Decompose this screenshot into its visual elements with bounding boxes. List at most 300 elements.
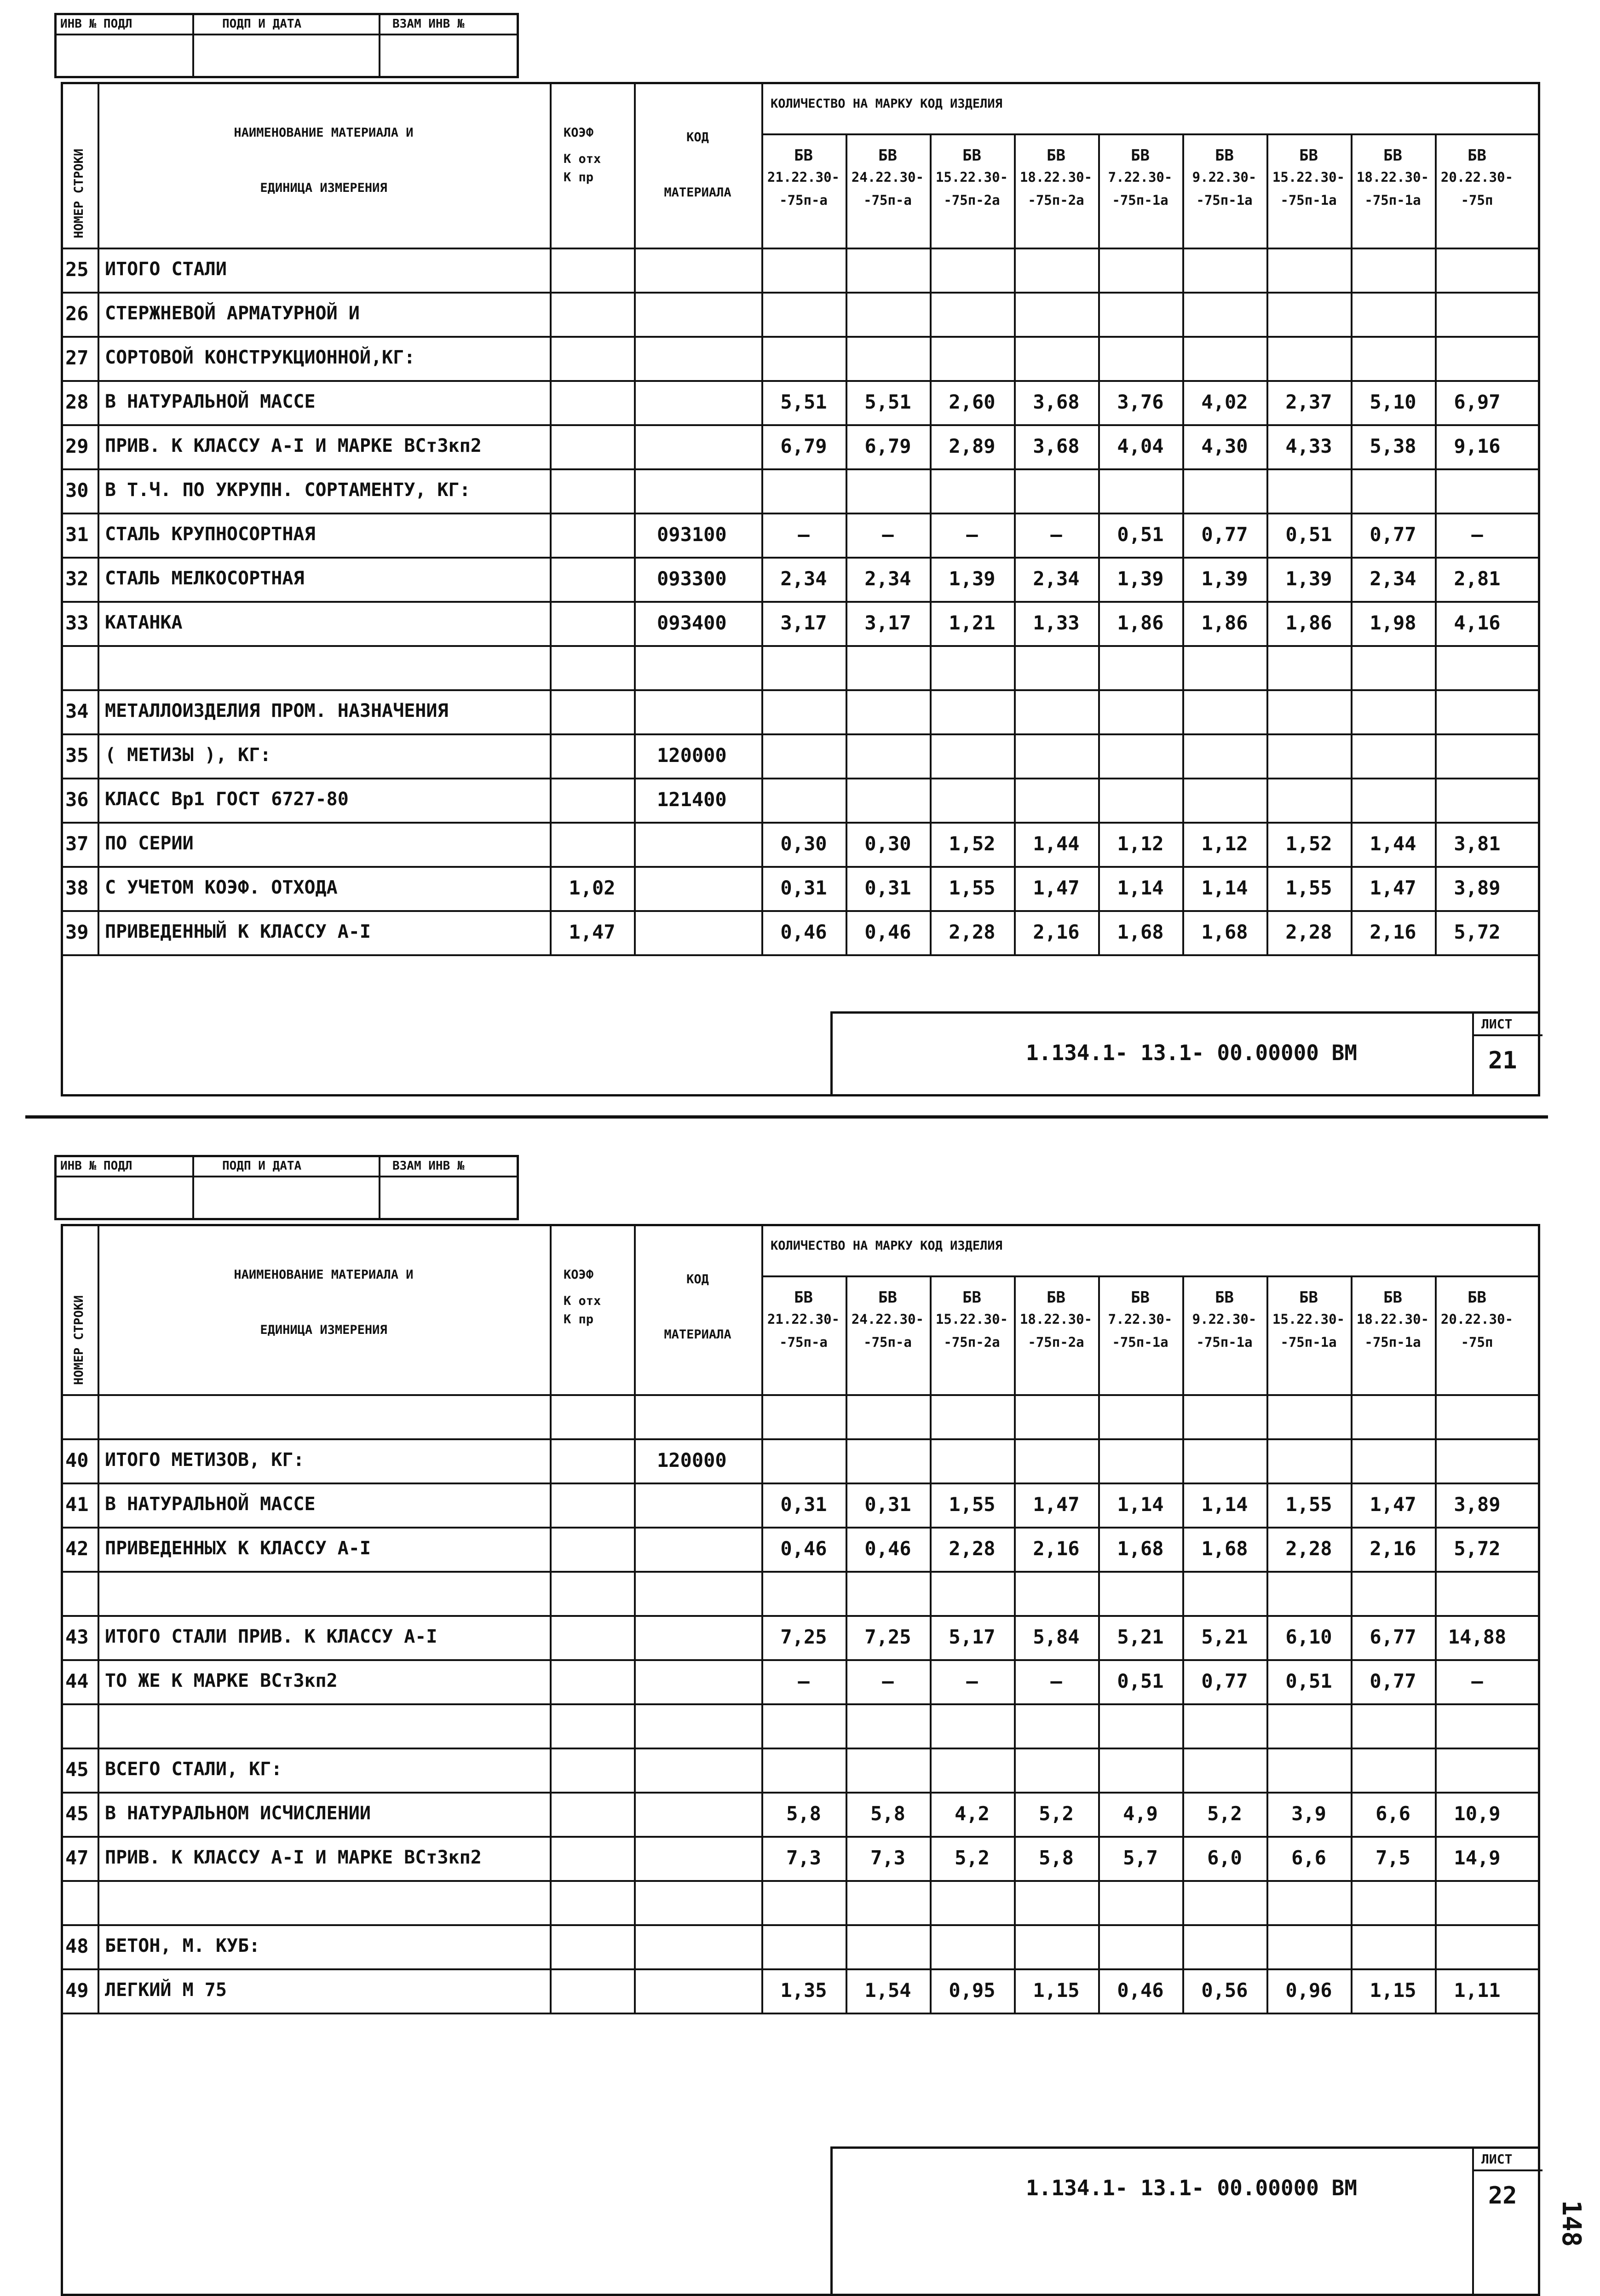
row-name: В НАТУРАЛЬНОЙ МАССЕ [105,391,316,412]
stamp-sign-label: ПОДП И ДАТА [222,17,302,31]
row-line [61,1483,1540,1484]
stamp-inv-label: ИНВ № ПОДЛ [60,1159,132,1173]
row-value: 3,17 [780,611,827,634]
stamp-divider [379,15,380,76]
row-line [61,424,1540,426]
row-value: 6,0 [1207,1846,1242,1869]
title-block-divider [1472,2169,1542,2171]
sheet-22 [0,1155,1600,2241]
row-value: 1,47 [1370,1493,1416,1516]
row-number: 36 [65,788,89,811]
row-value: 1,15 [1033,1979,1080,2002]
row-value: 4,9 [1123,1802,1158,1825]
row-value: 4,16 [1454,611,1501,634]
row-value: 6,10 [1285,1626,1332,1648]
row-value: 5,21 [1201,1626,1248,1648]
row-number: 32 [65,567,89,590]
row-name: БЕТОН, М. КУБ: [105,1935,260,1956]
mark-header-9-b: 20.22.30- [1440,169,1514,185]
row-value: 2,34 [780,567,827,590]
column-divider [98,1224,99,2013]
row-value: 2,34 [1370,567,1416,590]
row-value: 4,30 [1201,435,1248,457]
mark-header-2-a: БВ [878,1288,897,1307]
row-value: 1,33 [1033,611,1080,634]
column-divider [550,1224,552,2013]
mark-header-1-c: -75п-а [779,1334,828,1350]
mark-header-6-a: БВ [1215,146,1234,165]
mark-header-9-a: БВ [1468,1288,1486,1307]
row-value: 5,10 [1370,391,1416,413]
row-name: ЛЕГКИЙ М 75 [105,1979,227,2001]
qty-header-line [761,1275,1540,1277]
mark-header-7-c: -75п-1а [1280,1334,1337,1350]
row-value: 1,55 [1285,1493,1332,1516]
row-value: 0,77 [1370,523,1416,546]
row-value: 0,51 [1285,1670,1332,1692]
row-number: 48 [65,1935,89,1957]
row-line [61,954,1540,956]
row-value: 0,77 [1370,1670,1416,1692]
row-value: 5,2 [955,1846,990,1869]
mark-header-5-b: 7.22.30- [1108,1311,1173,1327]
row-value: 1,39 [1201,567,1248,590]
row-value: 3,76 [1117,391,1164,413]
row-number: 39 [65,921,89,943]
qty-header-line [761,133,1540,135]
row-value: 0,77 [1201,523,1248,546]
row-value: 1,86 [1285,611,1332,634]
row-value: 7,3 [786,1846,821,1869]
row-value: 1,86 [1117,611,1164,634]
column-divider [634,1224,636,2013]
coef-header-line2: К отх [564,152,601,166]
coef-header-line2: К отх [564,1294,601,1308]
row-line [61,1659,1540,1661]
mark-header-7-b: 15.22.30- [1272,1311,1345,1327]
row-value: 4,2 [955,1802,990,1825]
row-name: ПРИВЕДЕННЫХ К КЛАССУ А-I [105,1538,371,1559]
row-value: 7,5 [1376,1846,1410,1869]
row-value: 5,38 [1370,435,1416,457]
mark-header-9-c: -75п [1461,192,1493,208]
sheet-number: 21 [1488,1047,1517,1074]
row-material-code: 120000 [657,744,727,767]
row-value: 2,16 [1370,1537,1416,1560]
row-number: 35 [65,744,89,767]
row-number: 31 [65,523,89,546]
sheet-label: ЛИСТ [1481,1016,1513,1032]
mark-header-6-b: 9.22.30- [1192,169,1257,185]
row-value: 1,14 [1117,1493,1164,1516]
row-value: 0,56 [1201,1979,1248,2002]
row-value: 1,47 [1033,1493,1080,1516]
row-value: 0,51 [1117,523,1164,546]
mark-header-3-b: 15.22.30- [935,1311,1008,1327]
row-value: 1,52 [949,832,996,855]
row-value: 2,28 [949,1537,996,1560]
row-line [61,689,1540,691]
row-value: 1,68 [1201,1537,1248,1560]
stamp-divider [192,1157,194,1218]
row-line [61,1748,1540,1749]
row-name: МЕТАЛЛОИЗДЕЛИЯ ПРОМ. НАЗНАЧЕНИЯ [105,700,449,721]
row-number: 38 [65,877,89,899]
row-name: ( МЕТИЗЫ ), КГ: [105,744,271,766]
row-material-code: 093400 [657,611,727,634]
row-value: 2,37 [1285,391,1332,413]
row-value: 1,98 [1370,611,1416,634]
row-number-header: НОМЕР СТРОКИ [72,148,86,238]
row-value: 5,51 [864,391,911,413]
row-name: ИТОГО СТАЛИ [105,259,227,280]
code-header-line2: МАТЕРИАЛА [664,185,731,200]
row-number: 44 [65,1670,89,1692]
row-name: СОРТОВОЙ КОНСТРУКЦИОННОЙ,КГ: [105,347,415,368]
row-value: 1,44 [1370,832,1416,855]
mark-header-8-c: -75п-1а [1364,1334,1421,1350]
row-name: ПРИВ. К КЛАССУ А-I И МАРКЕ ВСт3кп2 [105,1847,482,1868]
row-line [61,601,1540,603]
row-value: 3,9 [1291,1802,1326,1825]
mark-header-7-a: БВ [1299,146,1318,165]
row-number: 29 [65,435,89,457]
row-value: 1,15 [1370,1979,1416,2002]
name-header-line1: НАИМЕНОВАНИЕ МАТЕРИАЛА И [234,1268,414,1282]
row-number: 43 [65,1626,89,1648]
name-header-line2: ЕДИНИЦА ИЗМЕРЕНИЯ [260,181,387,195]
row-value: 1,35 [780,1979,827,2002]
row-value: – [1471,523,1483,546]
row-value: – [798,523,810,546]
row-value: 0,95 [949,1979,996,2002]
mark-header-8-b: 18.22.30- [1356,169,1429,185]
row-value: 0,46 [780,921,827,943]
stamp-inv-label: ИНВ № ПОДЛ [60,17,132,31]
stamp-divider [192,15,194,76]
row-value: 7,25 [780,1626,827,1648]
row-value: – [1471,1670,1483,1692]
mark-header-7-c: -75п-1а [1280,192,1337,208]
mark-header-8-a: БВ [1383,146,1402,165]
row-value: – [882,523,894,546]
row-value: 1,21 [949,611,996,634]
stamp-divider [57,34,517,35]
mark-header-2-c: -75п-а [863,1334,912,1350]
row-line [61,380,1540,382]
row-value: 1,14 [1201,1493,1248,1516]
name-header-line1: НАИМЕНОВАНИЕ МАТЕРИАЛА И [234,126,414,140]
row-value: 1,47 [1033,877,1080,899]
stamp-divider [379,1157,380,1218]
row-line [61,1438,1540,1440]
row-value: 0,46 [864,1537,911,1560]
row-line [61,336,1540,338]
row-value: 2,60 [949,391,996,413]
mark-header-2-b: 24.22.30- [851,169,924,185]
row-number: 30 [65,479,89,502]
row-value: 6,6 [1291,1846,1326,1869]
code-header-line1: КОД [686,1272,709,1286]
mark-header-8-a: БВ [1383,1288,1402,1307]
mark-header-5-a: БВ [1131,146,1150,165]
row-name: В Т.Ч. ПО УКРУПН. СОРТАМЕНТУ, КГ: [105,479,471,501]
row-line [61,1836,1540,1838]
row-value: 0,31 [864,1493,911,1516]
row-value: 2,16 [1033,921,1080,943]
mark-header-9-b: 20.22.30- [1440,1311,1514,1327]
row-value: 1,55 [949,1493,996,1516]
row-line [61,910,1540,912]
row-name: ПО СЕРИИ [105,833,194,854]
row-line [61,778,1540,779]
row-value: 3,68 [1033,435,1080,457]
mark-header-5-a: БВ [1131,1288,1150,1307]
mark-header-7-a: БВ [1299,1288,1318,1307]
row-name: ВСЕГО СТАЛИ, КГ: [105,1759,282,1780]
row-value: 5,17 [949,1626,996,1648]
row-value: 1,14 [1117,877,1164,899]
row-value: 1,44 [1033,832,1080,855]
row-value: 0,51 [1285,523,1332,546]
row-value: 6,97 [1454,391,1501,413]
row-value: 0,46 [780,1537,827,1560]
row-name: С УЧЕТОМ КОЭФ. ОТХОДА [105,877,338,898]
row-line [61,1968,1540,1970]
mark-header-5-b: 7.22.30- [1108,169,1173,185]
quantity-header: КОЛИЧЕСТВО НА МАРКУ КОД ИЗДЕЛИЯ [771,1239,1002,1253]
row-value: 0,46 [864,921,911,943]
row-value: 6,79 [780,435,827,457]
coef-header-line1: КОЭФ [564,1268,594,1282]
mark-header-7-b: 15.22.30- [1272,169,1345,185]
row-value: 1,11 [1454,1979,1501,2002]
mark-header-8-c: -75п-1а [1364,192,1421,208]
title-block-divider [1472,1014,1474,1094]
row-value: 2,16 [1033,1537,1080,1560]
row-value: 1,86 [1201,611,1248,634]
mark-header-3-a: БВ [962,1288,981,1307]
row-value: 0,31 [864,877,911,899]
row-value: – [966,523,978,546]
row-value: 2,81 [1454,567,1501,590]
mark-header-5-c: -75п-1а [1112,1334,1168,1350]
row-value: 4,33 [1285,435,1332,457]
row-value: 5,51 [780,391,827,413]
row-value: 0,30 [780,832,827,855]
row-value: 4,02 [1201,391,1248,413]
row-name: СТАЛЬ КРУПНОСОРТНАЯ [105,524,316,545]
mark-header-9-c: -75п [1461,1334,1493,1350]
row-value: 0,46 [1117,1979,1164,2002]
row-value: 1,39 [1117,567,1164,590]
row-number: 33 [65,611,89,634]
row-value: 1,47 [1370,877,1416,899]
row-number: 47 [65,1846,89,1869]
row-value: 1,68 [1117,1537,1164,1560]
document-code: 1.134.1- 13.1- 00.00000 ВМ [1026,1040,1358,1065]
mark-header-5-c: -75п-1а [1112,192,1168,208]
row-value: 5,72 [1454,1537,1501,1560]
mark-header-3-c: -75п-2а [944,1334,1000,1350]
mark-header-1-b: 21.22.30- [767,169,840,185]
mark-header-3-c: -75п-2а [944,192,1000,208]
row-value: 1,68 [1117,921,1164,943]
row-value: 5,8 [1039,1846,1074,1869]
row-number: 40 [65,1449,89,1471]
name-header-line2: ЕДИНИЦА ИЗМЕРЕНИЯ [260,1323,387,1337]
row-name: ИТОГО СТАЛИ ПРИВ. К КЛАССУ А-I [105,1626,437,1647]
row-value: 3,68 [1033,391,1080,413]
row-number: 34 [65,700,89,722]
row-line [61,1527,1540,1529]
row-value: 2,34 [864,567,911,590]
row-value: 0,31 [780,1493,827,1516]
mark-header-2-b: 24.22.30- [851,1311,924,1327]
row-value: 3,89 [1454,1493,1501,1516]
mark-header-2-c: -75п-а [863,192,912,208]
title-block [830,2146,1540,2296]
table-frame [61,1224,1540,2296]
row-value: 2,28 [1285,921,1332,943]
row-value: 7,3 [870,1846,905,1869]
row-value: – [1050,523,1062,546]
title-block [830,1011,1540,1096]
row-value: 1,39 [1285,567,1332,590]
mark-header-1-a: БВ [794,146,813,165]
row-name: В НАТУРАЛЬНОЙ МАССЕ [105,1494,316,1515]
row-value: 6,77 [1370,1626,1416,1648]
row-line [61,1880,1540,1882]
row-value: 5,8 [786,1802,821,1825]
mark-header-3-a: БВ [962,146,981,165]
row-coef: 1,02 [569,877,616,899]
row-line [61,1571,1540,1573]
row-line [61,822,1540,824]
approval-stamp [54,1155,519,1220]
row-value: – [1050,1670,1062,1692]
mark-header-4-a: БВ [1047,1288,1065,1307]
row-value: 1,14 [1201,877,1248,899]
row-value: 3,17 [864,611,911,634]
mark-header-2-a: БВ [878,146,897,165]
row-value: – [966,1670,978,1692]
row-number: 45 [65,1802,89,1825]
mark-header-4-b: 18.22.30- [1019,1311,1093,1327]
stamp-divider [57,1176,517,1177]
row-material-code: 093300 [657,567,727,590]
code-header-line1: КОД [686,130,709,144]
mark-header-9-a: БВ [1468,146,1486,165]
row-name: КЛАСС Вр1 ГОСТ 6727-80 [105,789,349,810]
row-material-code: 093100 [657,523,727,546]
row-value: 1,55 [949,877,996,899]
coef-header-line3: К пр [564,1312,594,1327]
row-number: 25 [65,258,89,281]
mark-header-3-b: 15.22.30- [935,169,1008,185]
sheet-separator [25,1115,1548,1119]
row-value: 2,28 [1285,1537,1332,1560]
mark-header-4-a: БВ [1047,146,1065,165]
row-value: 1,39 [949,567,996,590]
row-value: 3,89 [1454,877,1501,899]
row-line [61,866,1540,868]
row-material-code: 121400 [657,788,727,811]
row-coef: 1,47 [569,921,616,943]
row-line [61,645,1540,647]
row-value: 0,31 [780,877,827,899]
row-value: 5,8 [870,1802,905,1825]
row-value: 5,84 [1033,1626,1080,1648]
mark-header-1-a: БВ [794,1288,813,1307]
row-line [61,733,1540,735]
row-value: 0,96 [1285,1979,1332,2002]
page-number: 148 [1556,2200,1586,2247]
row-number-header: НОМЕР СТРОКИ [72,1295,86,1385]
mark-header-8-b: 18.22.30- [1356,1311,1429,1327]
row-number: 41 [65,1493,89,1516]
header-bottom-line [61,1394,1540,1396]
sheet-label: ЛИСТ [1481,2152,1513,2167]
row-value: 14,88 [1448,1626,1507,1648]
row-value: 2,28 [949,921,996,943]
mark-header-1-b: 21.22.30- [767,1311,840,1327]
row-line [61,1792,1540,1794]
row-value: 4,04 [1117,435,1164,457]
row-value: 0,77 [1201,1670,1248,1692]
row-number: 45 [65,1758,89,1781]
row-value: 1,54 [864,1979,911,2002]
row-value: 7,25 [864,1626,911,1648]
quantity-header: КОЛИЧЕСТВО НА МАРКУ КОД ИЗДЕЛИЯ [771,97,1002,111]
row-value: 1,68 [1201,921,1248,943]
row-value: 10,9 [1454,1802,1501,1825]
row-line [61,1924,1540,1926]
row-name: СТЕРЖНЕВОЙ АРМАТУРНОЙ И [105,303,360,324]
row-value: 9,16 [1454,435,1501,457]
title-block-divider [1472,1034,1542,1036]
mark-header-4-b: 18.22.30- [1019,169,1093,185]
row-value: 1,12 [1201,832,1248,855]
row-value: 2,34 [1033,567,1080,590]
document-code: 1.134.1- 13.1- 00.00000 ВМ [1026,2175,1358,2200]
approval-stamp [54,13,519,78]
row-material-code: 120000 [657,1449,727,1471]
row-name: ИТОГО МЕТИЗОВ, КГ: [105,1449,305,1471]
row-value: 5,7 [1123,1846,1158,1869]
row-value: 1,55 [1285,877,1332,899]
row-number: 27 [65,346,89,369]
row-value: 2,89 [949,435,996,457]
row-value: 1,12 [1117,832,1164,855]
mark-header-6-a: БВ [1215,1288,1234,1307]
row-value: 1,52 [1285,832,1332,855]
row-line [61,468,1540,470]
sheet-21 [0,13,1600,1126]
row-number: 37 [65,832,89,855]
row-number: 26 [65,302,89,325]
row-value: 5,72 [1454,921,1501,943]
row-value: 0,30 [864,832,911,855]
row-line [61,557,1540,559]
row-number: 28 [65,391,89,413]
mark-header-1-c: -75п-а [779,192,828,208]
row-line [61,292,1540,294]
row-line [61,513,1540,514]
row-line [61,1615,1540,1617]
row-value: – [798,1670,810,1692]
row-value: 6,79 [864,435,911,457]
